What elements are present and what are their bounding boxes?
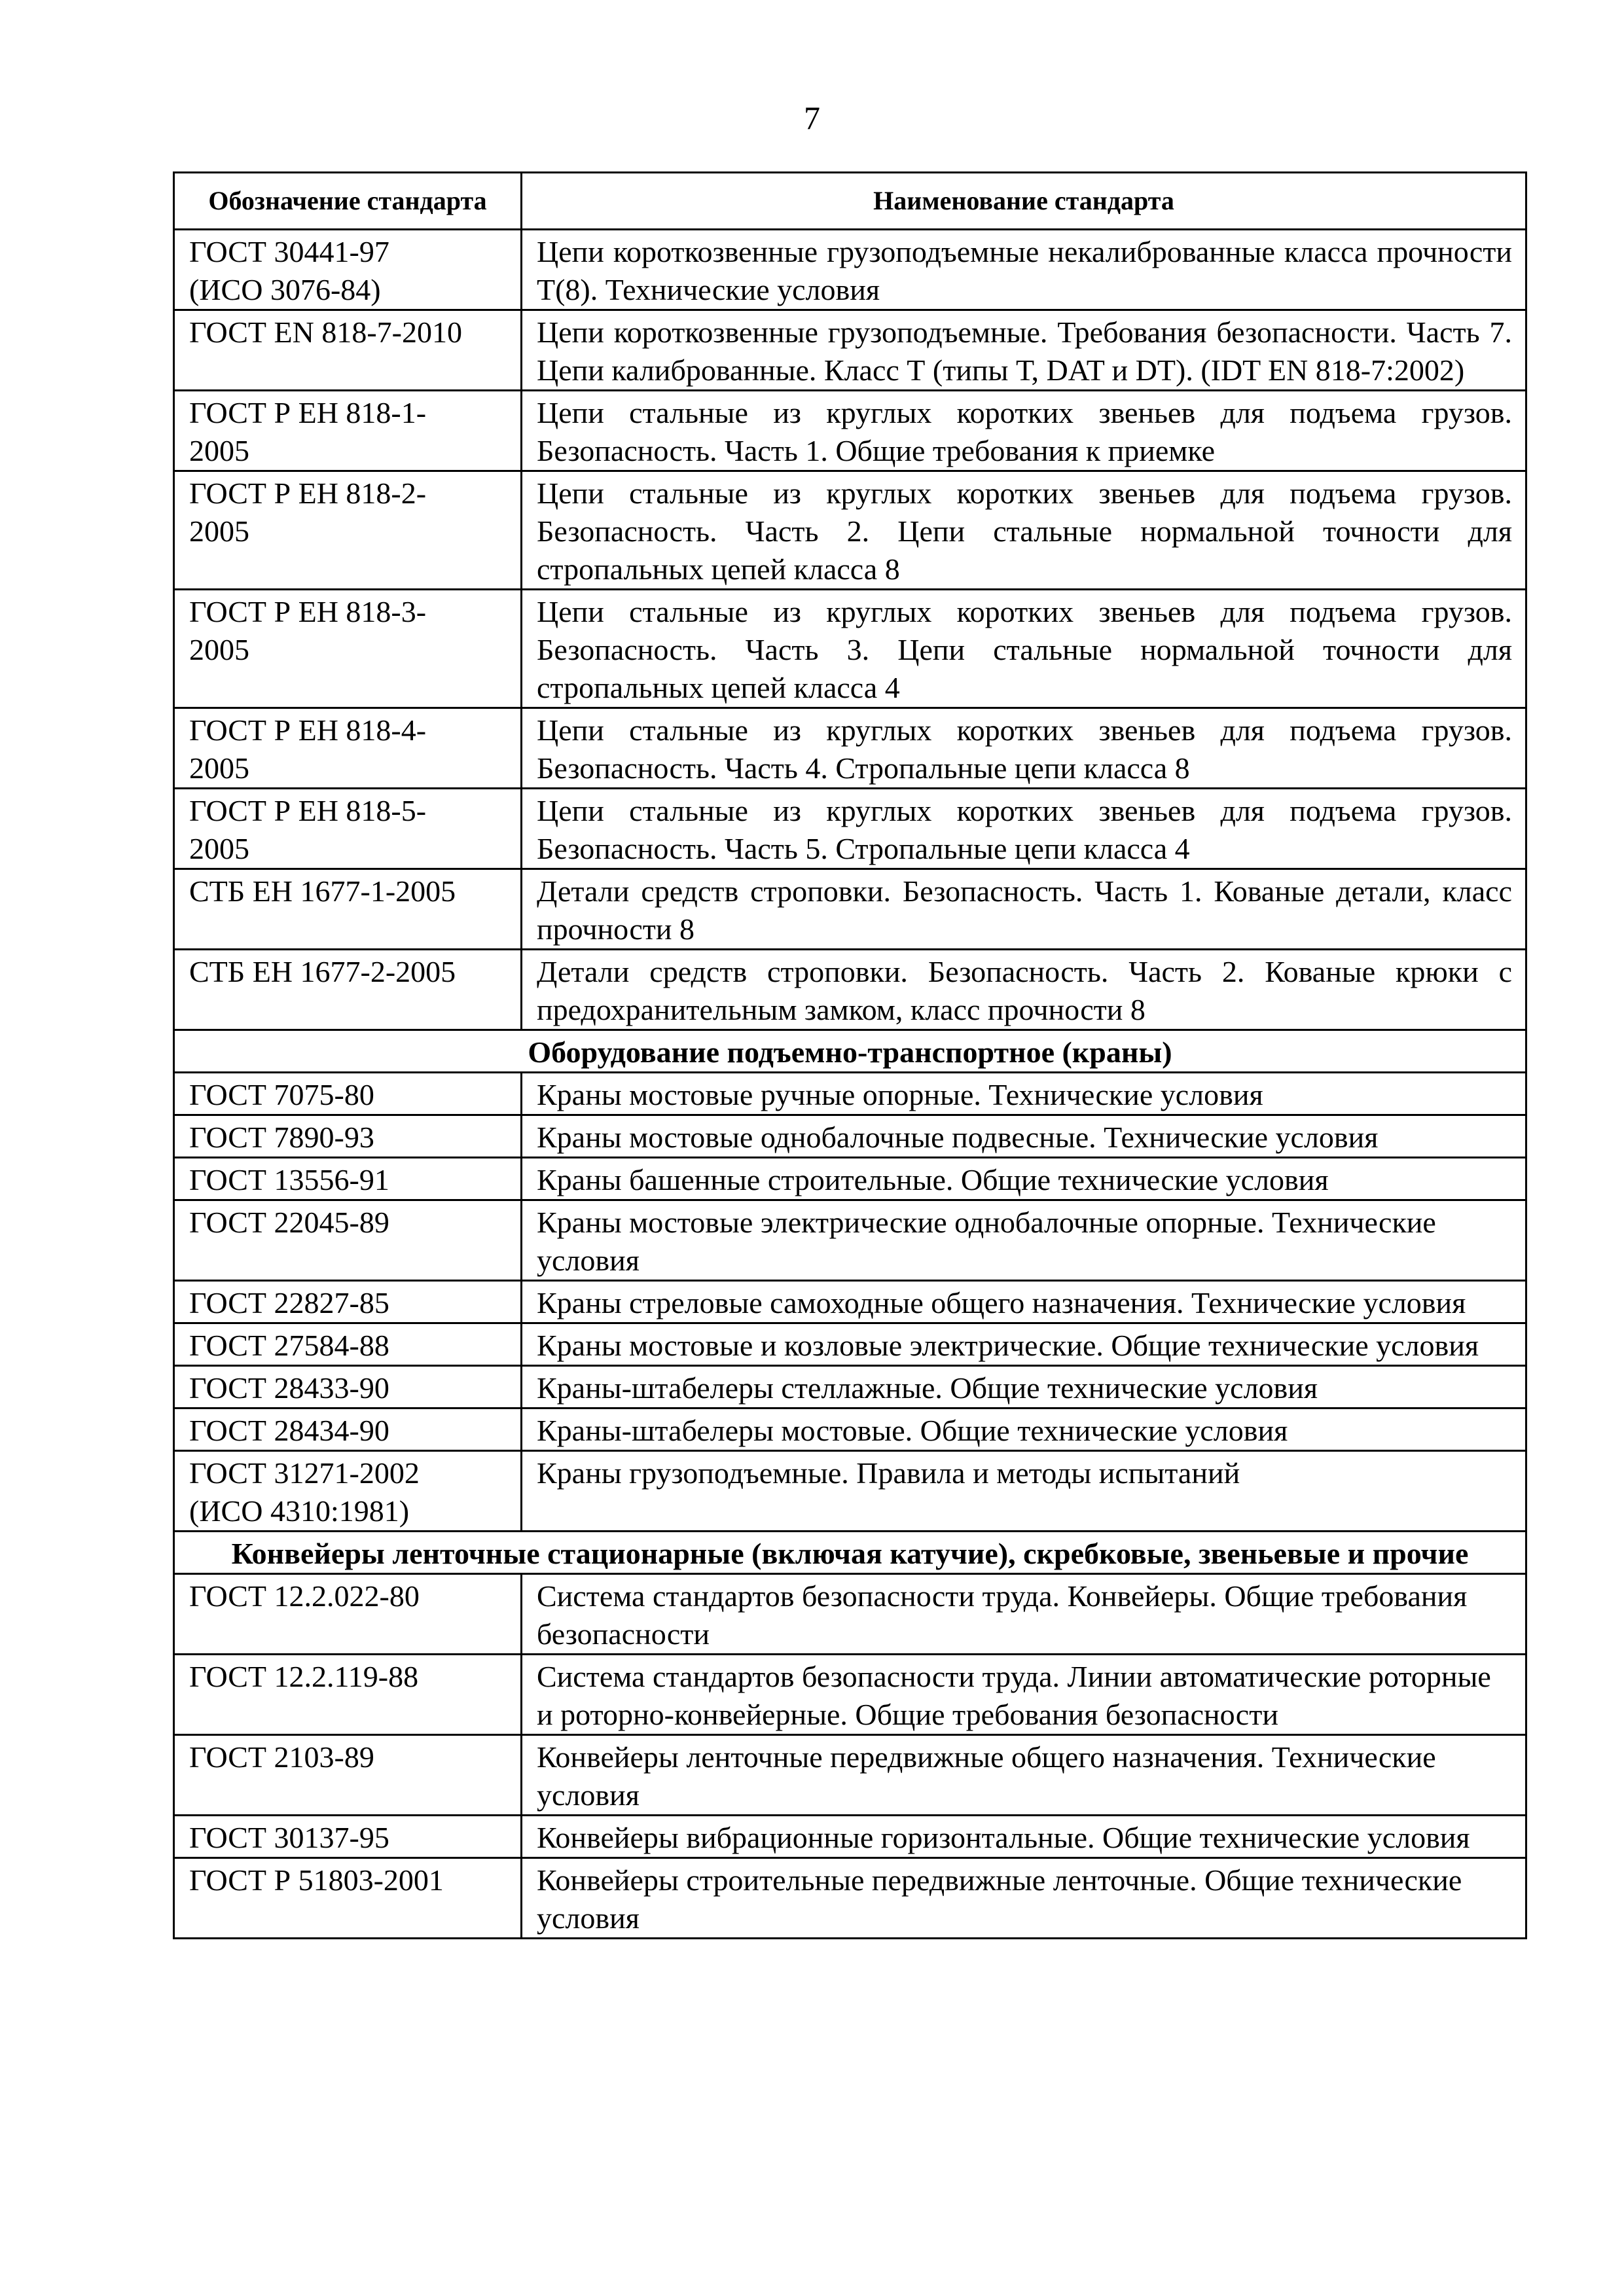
standard-code-line: 2005: [189, 434, 249, 467]
standard-name: Краны грузоподъемные. Правила и методы испытаний: [522, 1451, 1526, 1532]
standard-code-line: СТБ ЕН 1677-2-2005: [189, 955, 456, 988]
standard-code-line: ГОСТ 22827-85: [189, 1286, 389, 1319]
standard-code: [174, 310, 522, 391]
standard-code: [174, 1115, 522, 1158]
table-row: [174, 1073, 1526, 1115]
table-row: [174, 230, 1526, 310]
section-title: Конвейеры ленточные стационарные (включая катучие), скребковые, звеньевые и прочие: [174, 1532, 1526, 1574]
standard-code: [174, 1200, 522, 1281]
table-row: [174, 590, 1526, 708]
standard-name: Цепи стальные из круглых коротких звеньев для подъема грузов. Безопасность. Часть 5. Стропальные цепи класса 4: [522, 789, 1526, 869]
standard-code: [174, 1408, 522, 1451]
standard-code: [174, 1323, 522, 1366]
standard-code-line: 2005: [189, 633, 249, 666]
standard-name: Конвейеры ленточные передвижные общего назначения. Технические условия: [522, 1735, 1526, 1816]
standard-name: Цепи короткозвенные грузоподъемные некалиброванные класса прочности Т(8). Технические условия: [522, 230, 1526, 310]
standard-code: [174, 1655, 522, 1735]
standard-name: Краны-штабелеры стеллажные. Общие технические условия: [522, 1366, 1526, 1408]
standard-name: Система стандартов безопасности труда. Конвейеры. Общие требования безопасности: [522, 1574, 1526, 1655]
standard-code-line: 2005: [189, 751, 249, 785]
table-row: [174, 789, 1526, 869]
standard-name: Конвейеры вибрационные горизонтальные. Общие технические условия: [522, 1816, 1526, 1858]
standard-code: [174, 869, 522, 950]
standard-code: [174, 1158, 522, 1200]
table-row: [174, 1366, 1526, 1408]
standard-name: Детали средств строповки. Безопасность. Часть 1. Кованые детали, класс прочности 8: [522, 869, 1526, 950]
table-row: [174, 310, 1526, 391]
standard-code-line: ГОСТ 7075-80: [189, 1078, 374, 1111]
standard-name: Цепи стальные из круглых коротких звеньев для подъема грузов. Безопасность. Часть 3. Цепи стальные нормальной точности для стропальных цепей класса 4: [522, 590, 1526, 708]
standard-code-line: ГОСТ 28433-90: [189, 1371, 389, 1405]
standard-name: Система стандартов безопасности труда. Линии автоматические роторные и роторно-конвейерные. Общие требования безопасности: [522, 1655, 1526, 1735]
table-row: [174, 1200, 1526, 1281]
table-row: [174, 391, 1526, 471]
standard-name: Краны-штабелеры мостовые. Общие технические условия: [522, 1408, 1526, 1451]
table-header-row: [174, 173, 1526, 230]
standard-code: [174, 789, 522, 869]
standard-code-line: ГОСТ 22045-89: [189, 1206, 389, 1239]
table-row: [174, 950, 1526, 1030]
standard-name: Краны мостовые электрические однобалочные опорные. Технические условия: [522, 1200, 1526, 1281]
table-row: [174, 1735, 1526, 1816]
table-row: [174, 1655, 1526, 1735]
standard-code-line: (ИСО 4310:1981): [189, 1494, 410, 1528]
standard-code-line: ГОСТ 13556-91: [189, 1163, 389, 1196]
standard-code: [174, 1366, 522, 1408]
table-row: [174, 1408, 1526, 1451]
standard-name: Краны мостовые ручные опорные. Технические условия: [522, 1073, 1526, 1115]
column-header-code: Обозначение стандарта: [174, 173, 522, 230]
table-body: [174, 230, 1526, 1939]
standard-code-line: 2005: [189, 832, 249, 865]
standard-code: [174, 471, 522, 590]
standard-code: [174, 1073, 522, 1115]
standard-code-line: ГОСТ 30441-97: [189, 235, 389, 268]
table-row: [174, 1281, 1526, 1323]
section-title: Оборудование подъемно-транспортное (краны): [174, 1030, 1526, 1073]
table-row: [174, 869, 1526, 950]
standard-code: [174, 1858, 522, 1939]
standard-code: [174, 1574, 522, 1655]
standard-name: Краны башенные строительные. Общие технические условия: [522, 1158, 1526, 1200]
standard-code-line: ГОСТ 31271-2002: [189, 1456, 420, 1490]
table-row: [174, 1158, 1526, 1200]
standard-code: [174, 950, 522, 1030]
table-row: [174, 1323, 1526, 1366]
standard-name: Цепи стальные из круглых коротких звеньев для подъема грузов. Безопасность. Часть 4. Стропальные цепи класса 8: [522, 708, 1526, 789]
standard-code-line: (ИСО 3076-84): [189, 273, 381, 306]
standard-code: [174, 1816, 522, 1858]
standard-code-line: ГОСТ 7890-93: [189, 1121, 374, 1154]
section-row: [174, 1030, 1526, 1073]
standard-code-line: ГОСТ 28434-90: [189, 1414, 389, 1447]
table-row: [174, 1451, 1526, 1532]
table-row: [174, 1574, 1526, 1655]
standard-code-line: ГОСТ Р ЕН 818-2-: [189, 476, 427, 510]
table-row: [174, 1115, 1526, 1158]
standard-name: Конвейеры строительные передвижные ленточные. Общие технические условия: [522, 1858, 1526, 1939]
standard-code: [174, 1735, 522, 1816]
standard-name: Краны стреловые самоходные общего назначения. Технические условия: [522, 1281, 1526, 1323]
standard-code-line: ГОСТ 12.2.119-88: [189, 1660, 419, 1693]
standard-name: Цепи короткозвенные грузоподъемные. Требования безопасности. Часть 7. Цепи калиброванные. Класс Т (типы Т, DAT и DT). (IDT EN 818-7:2002): [522, 310, 1526, 391]
section-row: [174, 1532, 1526, 1574]
standard-code-line: СТБ ЕН 1677-1-2005: [189, 874, 456, 908]
page-number: 7: [804, 99, 820, 136]
standard-code-line: ГОСТ Р 51803-2001: [189, 1863, 444, 1897]
standard-code-line: ГОСТ Р ЕН 818-1-: [189, 396, 427, 429]
column-header-name: Наименование стандарта: [522, 173, 1526, 230]
standard-name: Цепи стальные из круглых коротких звеньев для подъема грузов. Безопасность. Часть 1. Общие требования к приемке: [522, 391, 1526, 471]
standard-code: [174, 1281, 522, 1323]
standard-name: Краны мостовые и козловые электрические. Общие технические условия: [522, 1323, 1526, 1366]
standard-code-line: ГОСТ 2103-89: [189, 1740, 374, 1774]
table-row: [174, 708, 1526, 789]
table-row: [174, 471, 1526, 590]
standard-code: [174, 230, 522, 310]
standards-table: [173, 171, 1527, 1939]
standard-code-line: ГОСТ 12.2.022-80: [189, 1579, 420, 1613]
standard-name: Краны мостовые однобалочные подвесные. Технические условия: [522, 1115, 1526, 1158]
standard-name: Цепи стальные из круглых коротких звеньев для подъема грузов. Безопасность. Часть 2. Цепи стальные нормальной точности для стропальных цепей класса 8: [522, 471, 1526, 590]
standard-code-line: 2005: [189, 514, 249, 548]
standard-code-line: ГОСТ EN 818-7-2010: [189, 315, 462, 349]
table-row: [174, 1816, 1526, 1858]
standard-code-line: ГОСТ 30137-95: [189, 1821, 389, 1854]
standard-code-line: ГОСТ 27584-88: [189, 1329, 389, 1362]
standard-code: [174, 391, 522, 471]
table-row: [174, 1858, 1526, 1939]
standard-code-line: ГОСТ Р ЕН 818-3-: [189, 595, 427, 628]
standard-code: [174, 708, 522, 789]
standard-code-line: ГОСТ Р ЕН 818-5-: [189, 794, 427, 827]
standard-code-line: ГОСТ Р ЕН 818-4-: [189, 713, 427, 747]
standard-code: [174, 590, 522, 708]
standard-code: [174, 1451, 522, 1532]
standard-name: Детали средств строповки. Безопасность. Часть 2. Кованые крюки с предохранительным замком, класс прочности 8: [522, 950, 1526, 1030]
